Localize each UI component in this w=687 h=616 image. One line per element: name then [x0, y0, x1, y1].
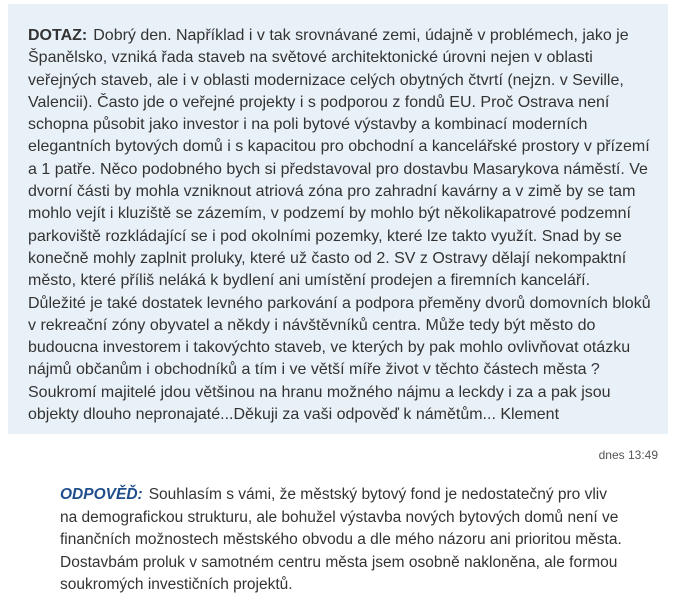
- question-label: DOTAZ:: [28, 27, 88, 44]
- question-text: Dobrý den. Například i v tak srovnávané zemi, údajně v problémech, jako je Španělsko, vzniká řada staveb na světové architektonické úrovni nejen v oblasti veřejných staveb, ale i v oblasti modernizace celých obytných čtvrtí (nejzn. v Seville, Valencii). Často jde o veřejné projekty i s podporou z fondů EU. Proč Ostrava není schopna působit jako investor i na poli bytové výstavby a kombinací moderních elegantních bytových domů i s kapacitou pro obchodní a kancelářské prostory v přízemí a 1 patře. Něco podobného bych si představoval pro dostavbu Masarykova náměstí. Ve dvorní části by mohla vzniknout atriová zóna pro zahradní kavárny a v zimě by se tam mohlo vejít i kluziště se zázemím, v podzemí by mohlo být několikapatrové podzemní parkoviště rozkládající se i pod okolními pozemky, které lze takto využít. Snad by se konečně mohly zaplnit proluky, které už často od 2. SV z Ostravy dělají nekompaktní město, které příliš neláká k bydlení ani umístění prodejen a firemních kanceláří. Důležité je také dostatek levného parkování a podpora přeměny dvorů domovních bloků v rekreační zóny obyvatel a někdy i návštěvníků centra. Může tedy být město do budoucna investorem i takovýchto staveb, ve kterých by pak mohlo ovlivňovat otázku nájmů občanům i obchodníků a tím i ve větší míře život v těchto částech města ? Soukromí majitelé jdou většinou na hranu možného nájmu a leckdy i za a pak jsou objekty dlouho nepronajaté...Děkuji za vaši odpověď k námětům... Klement: [28, 27, 651, 424]
- question-box: [8, 4, 668, 434]
- answer-timestamp: dnes 13:49: [598, 448, 658, 462]
- answer-text: Souhlasím s vámi, že městský bytový fond je nedostatečný pro vliv na demografickou strukturu, ale bohužel výstavba nových bytových domů není ve finančních možnostech městského obvodu a dle mého názoru ani prioritou města. Dostavbám proluk v samotném centru města jsem osobně nakloněna, ale formou soukromých investičních projektů.: [60, 486, 622, 593]
- answer-label: ODPOVĚĎ:: [60, 486, 143, 503]
- answer-paragraph: [60, 484, 628, 597]
- question-paragraph: [28, 25, 652, 426]
- answer-box: [8, 446, 668, 611]
